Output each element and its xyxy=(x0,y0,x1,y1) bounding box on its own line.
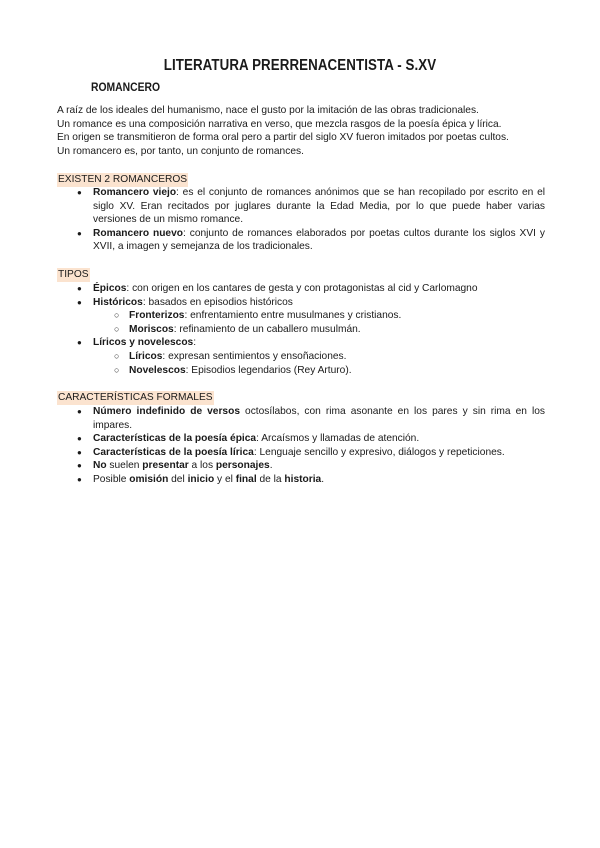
tipos-list xyxy=(57,282,545,377)
item-text: : Episodios legendarios (Rey Arturo). xyxy=(185,364,352,376)
item-term: Características de la poesía épica xyxy=(93,433,257,445)
item-term: Históricos xyxy=(93,296,143,308)
item-word: presentar xyxy=(142,460,189,472)
list-item xyxy=(57,227,545,254)
item-text: : xyxy=(193,337,197,349)
item-term: Características de la poesía lírica xyxy=(93,446,254,458)
item-text: : Arcaísmos y llamadas de atención. xyxy=(256,433,420,445)
intro-line: A raíz de los ideales del humanismo, nace el gusto por la imitación de las obras tradicionales. xyxy=(57,105,479,116)
item-word: personajes xyxy=(215,460,270,472)
item-term: Romancero nuevo xyxy=(93,227,183,239)
romanceros-list xyxy=(57,186,545,254)
item-word: suelen xyxy=(106,460,143,472)
item-text: octosílabos, con rima asonante en los pares y sin rima en los impares. xyxy=(93,406,545,431)
sub-list-item xyxy=(93,350,545,364)
list-item xyxy=(57,186,545,227)
list-item xyxy=(57,336,545,377)
intro-line: Un romancero es, por tanto, un conjunto de romances. xyxy=(57,145,304,157)
item-term: Número indefinido de versos xyxy=(93,406,240,417)
item-word: a los xyxy=(188,460,216,472)
caracteristicas-heading: CARACTERÍSTICAS FORMALES xyxy=(58,392,213,403)
item-text: : Lenguaje sencillo y expresivo, diálogos y repeticiones. xyxy=(253,446,505,458)
item-word: final xyxy=(235,473,257,485)
item-word: omisión xyxy=(129,473,169,485)
item-term: Novelescos xyxy=(129,364,186,376)
intro-line: Un romance es una composición narrativa en verso, que mezcla rasgos de la poesía épica y lírica. xyxy=(57,118,502,130)
item-term: Fronterizos xyxy=(129,310,185,322)
item-text: : expresan sentimientos y ensoñaciones. xyxy=(162,350,347,362)
item-word: inicio xyxy=(187,473,215,485)
page-title: LITERATURA PRERRENACENTISTA - S.XV xyxy=(163,57,437,74)
item-word: y el xyxy=(214,473,236,485)
list-item xyxy=(57,432,545,446)
item-term: Épicos xyxy=(93,283,127,294)
tipos-heading: TIPOS xyxy=(58,269,89,280)
list-item xyxy=(57,405,545,432)
item-word: . xyxy=(321,473,325,485)
caracteristicas-list xyxy=(57,405,545,487)
item-word: del xyxy=(168,473,188,485)
section-subtitle: ROMANCERO xyxy=(91,82,161,94)
item-text: : es el conjunto de romances anónimos que se han recopilado por escrito en el siglo XV. Eran recitados por juglares durante la Edad Media, por lo que puede haber varias versiones de un mismo romance. xyxy=(93,187,545,226)
sub-list xyxy=(93,350,545,377)
list-item xyxy=(57,282,545,296)
sub-list-item xyxy=(93,309,545,323)
sub-list xyxy=(93,309,545,336)
list-item xyxy=(57,459,545,473)
item-term: Líricos y novelescos xyxy=(93,337,194,349)
item-word: Posible xyxy=(93,473,130,485)
item-text: : basados en episodios históricos xyxy=(142,296,293,308)
item-word: No xyxy=(93,460,107,472)
sub-list-item xyxy=(93,323,545,337)
item-term: Líricos xyxy=(129,350,163,362)
item-term: Moriscos xyxy=(129,323,174,335)
item-text: : refinamiento de un caballero musulmán. xyxy=(173,323,361,335)
intro-paragraph xyxy=(57,104,547,158)
intro-line: En origen se transmitieron de forma oral pero a partir del siglo XV fueron imitados por poetas cultos. xyxy=(57,132,509,144)
list-item xyxy=(57,473,545,487)
sub-list-item xyxy=(93,364,545,378)
item-word: historia xyxy=(284,473,322,485)
item-text: : con origen en los cantares de gesta y con protagonistas al cid y Carlomagno xyxy=(126,283,478,294)
item-word: . xyxy=(269,460,273,472)
item-text: : enfrentamiento entre musulmanes y cristianos. xyxy=(184,310,402,322)
list-item xyxy=(57,296,545,337)
item-word: de la xyxy=(256,473,285,485)
item-term: Romancero viejo xyxy=(93,187,177,198)
list-item xyxy=(57,446,545,460)
romanceros-heading: EXISTEN 2 ROMANCEROS xyxy=(58,174,188,185)
item-text: : conjunto de romances elaborados por poetas cultos durante los siglos XVI y XVII, a imagen y semejanza de los tradicionales. xyxy=(93,227,545,253)
